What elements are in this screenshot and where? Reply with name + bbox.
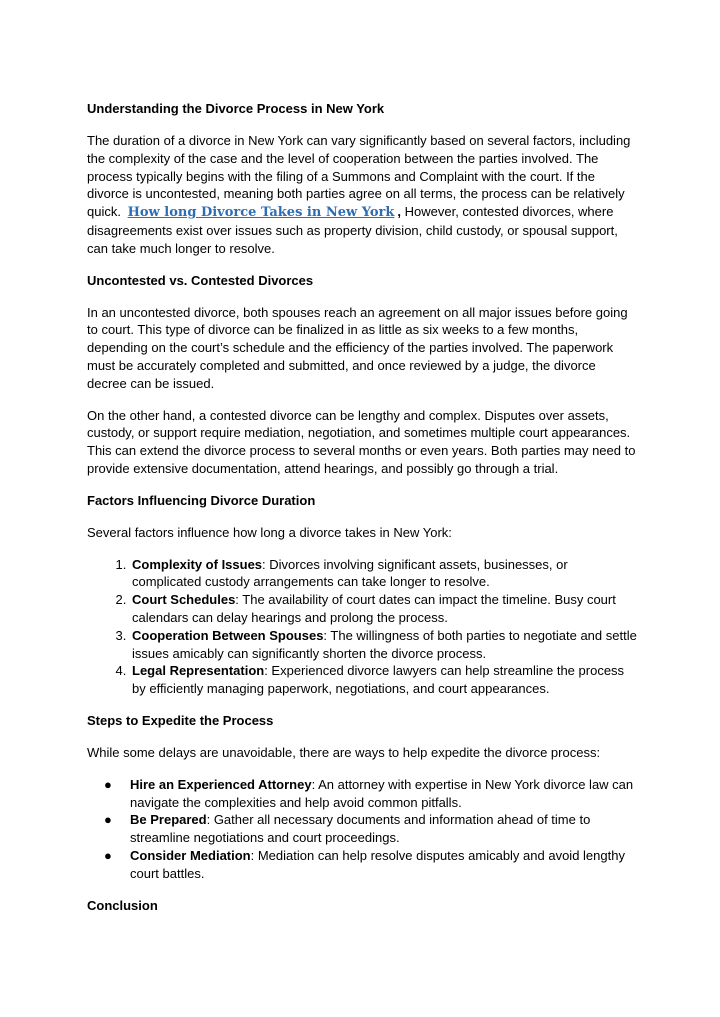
list-item-text: : Mediation can help resolve disputes amicably and avoid lengthy court battles. xyxy=(130,847,625,881)
link-suffix: , xyxy=(397,204,402,220)
heading-uncontested: Uncontested vs. Contested Divorces xyxy=(87,272,314,288)
paragraph-understanding-text: The duration of a divorce in New York can vary significantly based on several factors, including the complexity of the case and the level of cooperation between the parties involved. The process typically begins with the filing of a Summons and Complaint with the court. If the divorce is uncontested, meaning both parties agree on all terms, the process can be relatively quick. xyxy=(87,133,631,220)
list-item-text: : An attorney with expertise in New York divorce law can navigate the complexities and help avoid common pitfalls. xyxy=(130,776,634,810)
paragraph-factors-intro: Several factors influence how long a divorce takes in New York: xyxy=(87,524,452,540)
list-item-text: : Gather all necessary documents and information ahead of time to streamline negotiations and court proceedings. xyxy=(130,812,591,846)
list-item-term: Consider Mediation xyxy=(130,847,251,863)
paragraph-uncontested: In an uncontested divorce, both spouses reach an agreement on all major issues before going to court. This type of divorce can be finalized in as little as six weeks to a few months, depending on the court’s schedule and the efficiency of the parties involved. The paperwork must be accurately completed and submitted, and once reviewed by a judge, the divorce decree can be issued. xyxy=(87,304,628,391)
list-item-text: : Divorces involving significant assets, businesses, or complicated custody arrangements can take longer to resolve. xyxy=(132,556,568,590)
how-long-divorce-link[interactable]: How long Divorce Takes in New York xyxy=(127,205,395,221)
list-item-text: : Experienced divorce lawyers can help streamline the process by efficiently managing paperwork, negotiations, and court appearances. xyxy=(132,663,625,697)
factors-list xyxy=(87,556,638,698)
list-item xyxy=(130,556,638,592)
list-item xyxy=(104,776,638,812)
list-item-term: Hire an Experienced Attorney xyxy=(130,776,312,792)
list-item xyxy=(130,591,638,627)
list-item-text: : The availability of court dates can impact the timeline. Busy court calendars can delay hearings and prolong the process. xyxy=(132,592,616,625)
heading-understanding: Understanding the Divorce Process in New York xyxy=(87,101,385,116)
steps-list xyxy=(87,776,638,883)
list-item-term: Court Schedules xyxy=(132,592,236,608)
heading-steps: Steps to Expedite the Process xyxy=(87,712,274,728)
paragraph-understanding xyxy=(87,132,638,258)
bullet-icon: ● xyxy=(104,812,112,828)
heading-factors: Factors Influencing Divorce Duration xyxy=(87,492,316,508)
bullet-icon: ● xyxy=(104,847,112,863)
list-item-term: Be Prepared xyxy=(130,812,207,828)
list-item-term: Legal Representation xyxy=(132,663,265,679)
paragraph-understanding-continued: However, contested divorces, where disagreements exist over issues such as property division, child custody, or spousal support, can take much longer to resolve. xyxy=(87,204,618,256)
paragraph-contested: On the other hand, a contested divorce can be lengthy and complex. Disputes over assets, custody, or support require mediation, negotiation, and sometimes multiple court appearances. This can extend the divorce process to several months or even years. Both parties may need to provide extensive documentation, attend hearings, and possibly go through a trial. xyxy=(87,407,636,476)
paragraph-steps-intro: While some delays are unavoidable, there are ways to help expedite the divorce process: xyxy=(87,744,601,760)
bullet-icon: ● xyxy=(104,776,112,792)
list-item xyxy=(130,662,638,698)
list-item xyxy=(130,627,638,663)
list-item-term: Cooperation Between Spouses xyxy=(132,627,324,643)
list-item xyxy=(104,847,638,883)
list-item xyxy=(104,811,638,847)
list-item-text: : The willingness of both parties to negotiate and settle issues amicably can significantly shorten the divorce process. xyxy=(132,627,637,661)
list-item-term: Complexity of Issues xyxy=(132,556,263,572)
heading-conclusion: Conclusion xyxy=(87,897,158,913)
